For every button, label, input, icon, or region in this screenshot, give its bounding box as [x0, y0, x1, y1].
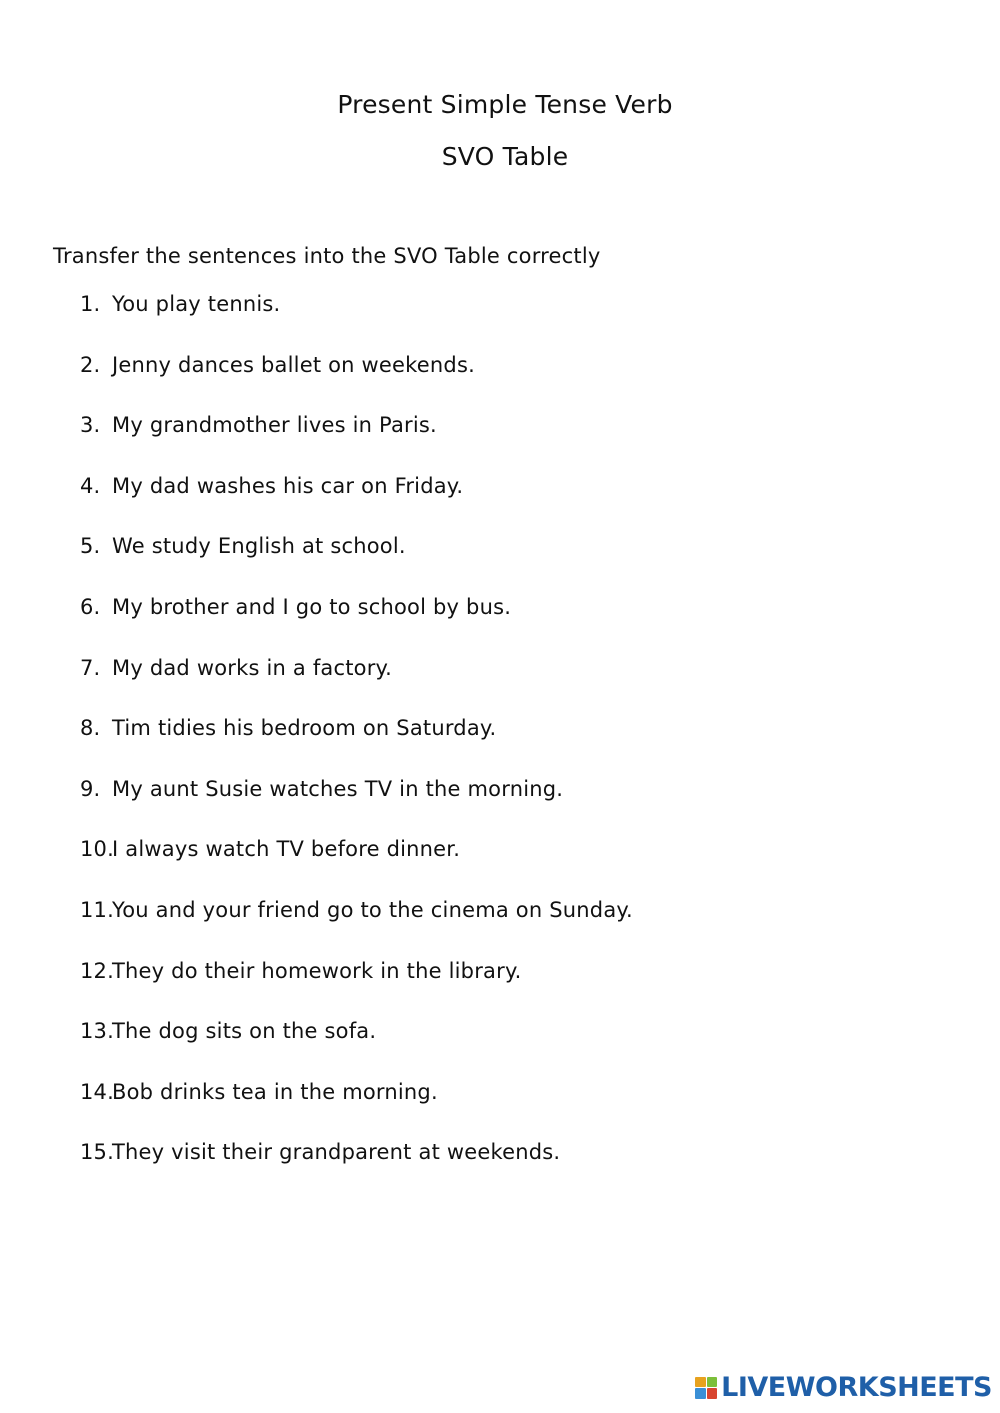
sentence-number: 10.: [80, 837, 114, 862]
sentence-item: [80, 898, 633, 959]
sentence-item: [80, 1140, 633, 1201]
sentence-item: [80, 1019, 633, 1080]
sentence-text: We study English at school.: [112, 534, 406, 559]
sentence-text: They do their homework in the library.: [112, 958, 522, 983]
sentence-item: [80, 1080, 633, 1141]
sentence-item: [80, 292, 633, 353]
sentence-number: 6.: [80, 594, 101, 619]
sentence-text: They visit their grandparent at weekends.: [112, 1140, 561, 1165]
sentence-text: My dad works in a factory.: [112, 655, 393, 680]
sentence-number: 13.: [80, 1019, 114, 1044]
instruction-text: Transfer the sentences into the SVO Table correctly: [53, 244, 601, 268]
sentence-text: Bob drinks tea in the morning.: [112, 1079, 438, 1104]
liveworksheets-watermark: [695, 1372, 992, 1403]
sentence-item: [80, 777, 633, 838]
sentence-text: My grandmother lives in Paris.: [112, 413, 437, 438]
sentence-text: My aunt Susie watches TV in the morning.: [112, 776, 564, 801]
sentence-number: 4.: [80, 473, 101, 498]
sentence-text: You play tennis.: [112, 292, 281, 316]
sentence-number: 11.: [80, 897, 114, 922]
sentence-item: [80, 534, 633, 595]
sentence-item: [80, 595, 633, 656]
sentence-number: 9.: [80, 776, 101, 801]
sentence-text: Jenny dances ballet on weekends.: [112, 352, 475, 377]
sentence-number: 7.: [80, 655, 101, 680]
sentence-number: 14.: [80, 1079, 114, 1104]
sentence-item: [80, 353, 633, 414]
sentence-item: [80, 959, 633, 1020]
sentence-number: 15.: [80, 1140, 114, 1165]
sentence-number: 3.: [80, 413, 101, 438]
sentence-number: 2.: [80, 352, 101, 377]
sentence-list: [80, 292, 633, 1201]
sentence-number: 1.: [80, 292, 101, 316]
sentence-item: [80, 837, 633, 898]
sentence-item: [80, 656, 633, 717]
sentence-item: [80, 413, 633, 474]
sentence-text: My brother and I go to school by bus.: [112, 594, 512, 619]
worksheet-subtitle: SVO Table: [441, 142, 569, 171]
sentence-number: 8.: [80, 716, 101, 741]
watermark-text: LIVEWORKSHEETS: [721, 1372, 992, 1403]
sentence-number: 12.: [80, 958, 114, 983]
liveworksheets-logo-icon: [695, 1377, 717, 1399]
worksheet-title: Present Simple Tense Verb: [337, 90, 673, 119]
sentence-text: Tim tidies his bedroom on Saturday.: [112, 716, 497, 741]
sentence-text: The dog sits on the sofa.: [112, 1019, 377, 1044]
sentence-item: [80, 716, 633, 777]
sentence-item: [80, 474, 633, 535]
sentence-text: My dad washes his car on Friday.: [112, 473, 464, 498]
sentence-text: I always watch TV before dinner.: [112, 837, 461, 862]
sentence-number: 5.: [80, 534, 101, 559]
sentence-text: You and your friend go to the cinema on Sunday.: [112, 897, 633, 922]
